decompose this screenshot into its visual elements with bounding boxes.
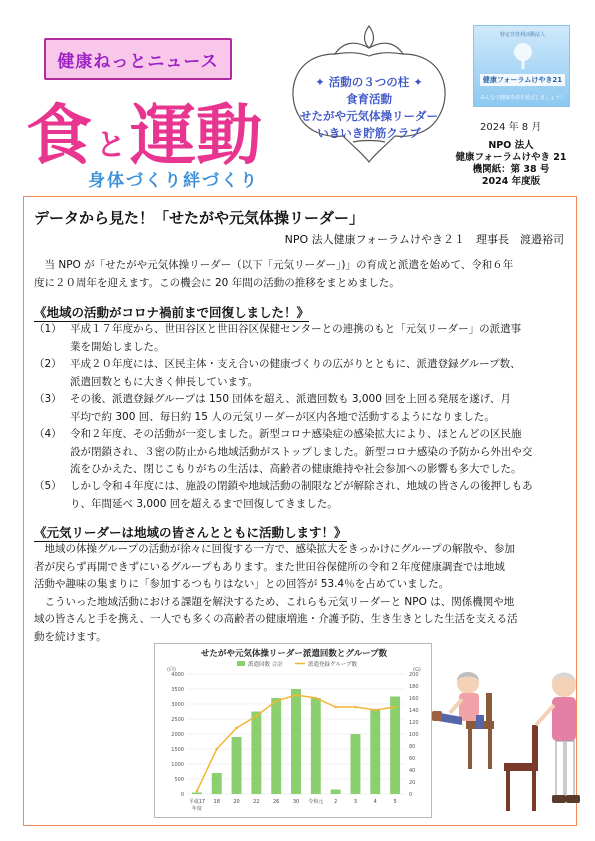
- pillar-item: せたがや元気体操リーダー: [300, 109, 438, 123]
- right-tick-label: 160: [409, 696, 419, 702]
- section-title-recovery: 《地域の活動がコロナ禍前まで回復しました！》: [34, 305, 310, 320]
- left-tick-label: 2500: [171, 717, 184, 723]
- pillar-item: 食育活動: [346, 92, 392, 106]
- left-tick-label: 1500: [171, 747, 184, 753]
- text-line: 活動や趣味の集まりに「参加するつもりはない」との回答が 53.4％を占めていました。: [34, 578, 450, 590]
- legend-line-label: 派遣登録グループ数: [308, 662, 358, 668]
- article-box: [23, 196, 577, 826]
- issue-date: 2024 年 8 月: [480, 122, 542, 133]
- legend-bar-swatch: [237, 661, 245, 666]
- article-author: NPO 法人健康フォーラムけやき２１ 理事長 渡邉裕司: [284, 233, 564, 246]
- list-item: [34, 426, 570, 479]
- text-line: 設が閉鎖され、３密の防止から地域活動がストップしました。新型コロナ感染の予防から外出や交: [70, 445, 533, 458]
- chart-title: せたがや元気体操リーダー派遣回数とグループ数: [200, 649, 388, 659]
- text-line: 派遣回数ともに大きく伸長しています。: [70, 375, 259, 388]
- line-point: [315, 697, 318, 700]
- standing-woman-icon: [504, 673, 580, 812]
- line-point: [275, 700, 278, 703]
- list-text: [70, 391, 570, 426]
- list-item: [34, 356, 570, 391]
- dispatch-chart: [154, 643, 432, 818]
- x-tick-label: 令和元: [308, 799, 324, 805]
- text-line: 平成２０年度には、区民主体・支え合いの健康づくりの広がりとともに、派遣登録グループ数、: [70, 358, 521, 370]
- subtitle: 身体づくり絆づくり: [88, 171, 259, 191]
- org-line: 2024 年度版: [481, 176, 541, 187]
- text-line: 当 NPO が「せたがや元気体操リーダー（以下「元気リーダー」)」の育成と派遣を始めて、令和６年: [34, 259, 514, 271]
- line-point: [255, 715, 258, 718]
- x-tick-label: 20: [233, 799, 240, 805]
- pillars-heading: ✦ 活動の３つの柱 ✦: [315, 75, 423, 89]
- text-line: 令和２年度、その活動が一変しました。新型コロナ感染症の感染拡大により、ほとんどの区民施: [70, 428, 522, 440]
- list-number: （3）: [34, 393, 62, 405]
- newsletter-badge: 健康ねっとニュース: [44, 38, 232, 80]
- line-point: [295, 694, 298, 697]
- line-point: [235, 727, 238, 730]
- right-tick-label: 20: [409, 780, 416, 786]
- section-title-community: 《元気リーダーは地域の皆さんとともに活動します！》: [34, 525, 347, 540]
- list-item: [34, 391, 570, 426]
- list-number: （1）: [34, 323, 62, 335]
- x-tick-label: 2: [334, 799, 338, 805]
- bar: [251, 712, 261, 795]
- text-line: 度に２０周年を迎えます。この機会に 20 年間の活動の推移をまとめました。: [34, 276, 400, 289]
- seated-woman-icon: [432, 672, 494, 769]
- logo-foot-text: みんなで健康寿命を延ばしましょう！: [479, 95, 565, 101]
- right-tick-label: 60: [409, 756, 416, 762]
- text-line: 平均で約 300 回、毎日約 15 人の元気リーダーが区内各地で活動するようになりました。: [70, 410, 495, 423]
- bar: [291, 689, 301, 794]
- right-tick-label: 100: [409, 732, 419, 738]
- logo-main-text: 健康フォーラムけやき21: [480, 74, 565, 86]
- bar: [370, 710, 380, 794]
- line-point: [374, 709, 377, 712]
- text-line: 者が戻らず再開できずにいるグループもあります。また世田谷保健所の令和２年度健康調査では地域: [34, 560, 505, 573]
- x-tick-label: 30: [292, 799, 300, 805]
- list-item: [34, 321, 570, 356]
- text-line: 流をひかえた、閉じこもりがちの生活は、高齢者の健康維持や社会参加への影響も多大でした。: [70, 463, 522, 475]
- org-logo: [473, 25, 570, 107]
- text-line: 動を続けます。: [34, 630, 107, 643]
- line-point: [394, 706, 397, 709]
- title-part-and: と: [96, 128, 126, 163]
- text-line: 平成１７年度から、世田谷区と世田谷区保健センターとの連携のもと「元気リーダー」の派遣事: [70, 323, 522, 335]
- logo-small-text: 特定非営利活動法人: [499, 32, 545, 38]
- bar: [351, 734, 361, 794]
- right-tick-label: 80: [409, 744, 416, 750]
- right-tick-label: 40: [409, 768, 416, 774]
- left-axis-unit: (回): [167, 667, 176, 673]
- left-tick-label: 2000: [171, 732, 184, 738]
- left-tick-label: 0: [180, 792, 184, 798]
- line-point: [196, 790, 199, 793]
- legend-bar-label: 派遣回数 合計: [248, 662, 283, 668]
- bar: [311, 698, 321, 794]
- left-tick-label: 500: [174, 777, 184, 783]
- text-line: しかし令和４年度には、施設の閉鎖や地域活動の制限などが解除され、地域の皆さんの後押しもあ: [70, 480, 533, 492]
- list-item: [34, 478, 570, 513]
- org-info: [452, 140, 570, 188]
- title-part-food: 食: [26, 96, 92, 174]
- bar: [271, 698, 281, 794]
- line-point: [215, 748, 218, 751]
- tree-icon: [510, 42, 536, 70]
- text-line: その後、派遣登録グループは 150 団体を超え、派遣回数も 3,000 回を上回る発展を遂げ、月: [70, 393, 511, 405]
- org-line: 機関紙：第 38 号: [472, 164, 550, 175]
- list-number: （2）: [34, 358, 62, 370]
- text-line: 地域の体操グループの活動が徐々に回復する一方で、感染拡大をきっかけにグループの解散や、参加: [34, 543, 515, 555]
- text-line: こういった地域活動における課題を解決するため、これらも元気リーダーと NPO は、関係機関や地: [34, 595, 515, 608]
- x-tick-label: 年度: [191, 806, 202, 812]
- x-tick-label: 22: [253, 799, 260, 805]
- right-tick-label: 0: [409, 792, 413, 798]
- x-tick-label: 18: [213, 799, 220, 805]
- x-tick-label: 平成17: [188, 799, 206, 805]
- left-tick-label: 4000: [171, 672, 184, 678]
- x-tick-label: 4: [373, 799, 377, 805]
- left-tick-label: 3000: [171, 702, 184, 708]
- main-title: [26, 88, 262, 174]
- text-line: 業を開始しました。: [70, 340, 165, 353]
- elderly-exercise-illustration: [432, 665, 592, 815]
- left-tick-label: 3500: [171, 687, 184, 693]
- right-axis-unit: (G): [413, 667, 421, 673]
- org-line: 健康フォーラムけやき 21: [455, 152, 567, 163]
- article-title: データから見た！「せたがや元気体操リーダー」: [34, 209, 365, 227]
- pillars-text: [280, 74, 458, 142]
- title-part-exercise: 運動: [130, 96, 262, 174]
- text-line: 域の皆さんと手を携え、一人でも多くの高齢者の健康増進・介護予防、生き生きとした生活を支える活: [34, 613, 518, 625]
- x-tick-label: 26: [272, 799, 280, 805]
- list-number: （4）: [34, 428, 62, 440]
- right-tick-label: 120: [409, 720, 419, 726]
- chart-svg: [155, 644, 433, 819]
- x-tick-label: 3: [353, 799, 358, 805]
- x-tick-label: 5: [393, 799, 397, 805]
- community-paragraph: [34, 541, 570, 646]
- right-tick-label: 180: [409, 684, 419, 690]
- org-line: NPO 法人: [488, 140, 534, 151]
- bar: [331, 790, 341, 795]
- list-text: [70, 356, 570, 391]
- left-tick-label: 1000: [171, 762, 184, 768]
- right-tick-label: 200: [409, 672, 419, 678]
- intro-paragraph: [34, 257, 570, 292]
- bar: [212, 773, 222, 794]
- list-text: [70, 478, 570, 513]
- list-number: （5）: [34, 480, 62, 492]
- line-point: [354, 706, 357, 709]
- bar: [192, 793, 202, 795]
- bar: [232, 737, 242, 794]
- pillar-item: いきいき貯筋クラブ: [317, 126, 421, 140]
- list-text: [70, 426, 570, 479]
- right-tick-label: 140: [409, 708, 419, 714]
- bar: [390, 697, 400, 795]
- line-point: [334, 706, 337, 709]
- text-line: り、年間延べ 3,000 回を超えるまで回復してきました。: [70, 497, 338, 510]
- list-text: [70, 321, 570, 356]
